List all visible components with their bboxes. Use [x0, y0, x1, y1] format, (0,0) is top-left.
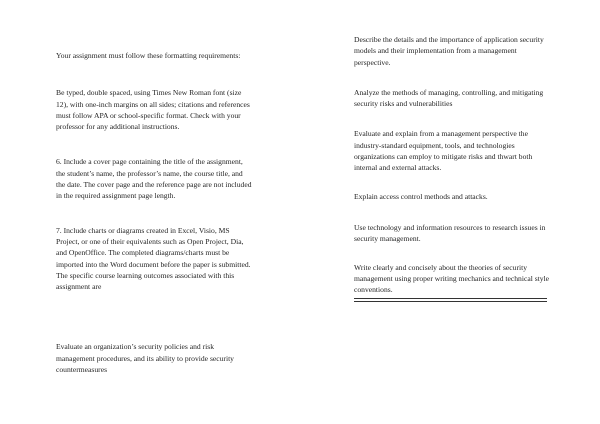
learning-outcome-4: Evaluate and explain from a management perspective the industry-standard equipment, tools, and technologies organizations can employ to mitigate risks and thwart both internal and external attacks.	[354, 129, 533, 173]
learning-outcome-7: Write clearly and concisely about the theories of security management using proper writing mechanics and technical style conventions.	[354, 262, 550, 295]
learning-outcome-5: Explain access control methods and attacks.	[354, 191, 488, 201]
learning-outcome-1: Evaluate an organization’s security policies and risk management procedures, and its ability to provide security countermeasures	[56, 342, 234, 375]
double-rule-divider	[354, 298, 547, 302]
learning-outcome-3: Analyze the methods of managing, controlling, and mitigating security risks and vulnerabilities	[354, 87, 544, 109]
left-column	[56, 50, 270, 375]
requirement-item-6: 6. Include a cover page containing the title of the assignment, the student’s name, the professor’s name, the course title, and the date. The cover page and the reference page are not included in the required assignment page length.	[56, 157, 252, 201]
right-column	[354, 34, 568, 302]
requirement-item-7: 7. Include charts or diagrams created in Excel, Visio, MS Project, or one of their equivalents such as Open Project, Dia, and OpenOffice. The completed diagrams/charts must be imported into the Word document before the paper is submitted. The specific course learning outcomes associated with this assignment are	[56, 225, 251, 292]
formatting-requirements-paragraph: Be typed, double spaced, using Times New Roman font (size 12), with one-inch margins on all sides; citations and references must follow APA or school-specific format. Check with your professor for any additional instructions.	[56, 88, 250, 132]
formatting-intro: Your assignment must follow these formatting requirements:	[56, 51, 241, 60]
learning-outcome-6: Use technology and information resources to research issues in security management.	[354, 222, 546, 244]
learning-outcome-2: Describe the details and the importance of application security models and their implementation from a management perspective.	[354, 35, 544, 67]
